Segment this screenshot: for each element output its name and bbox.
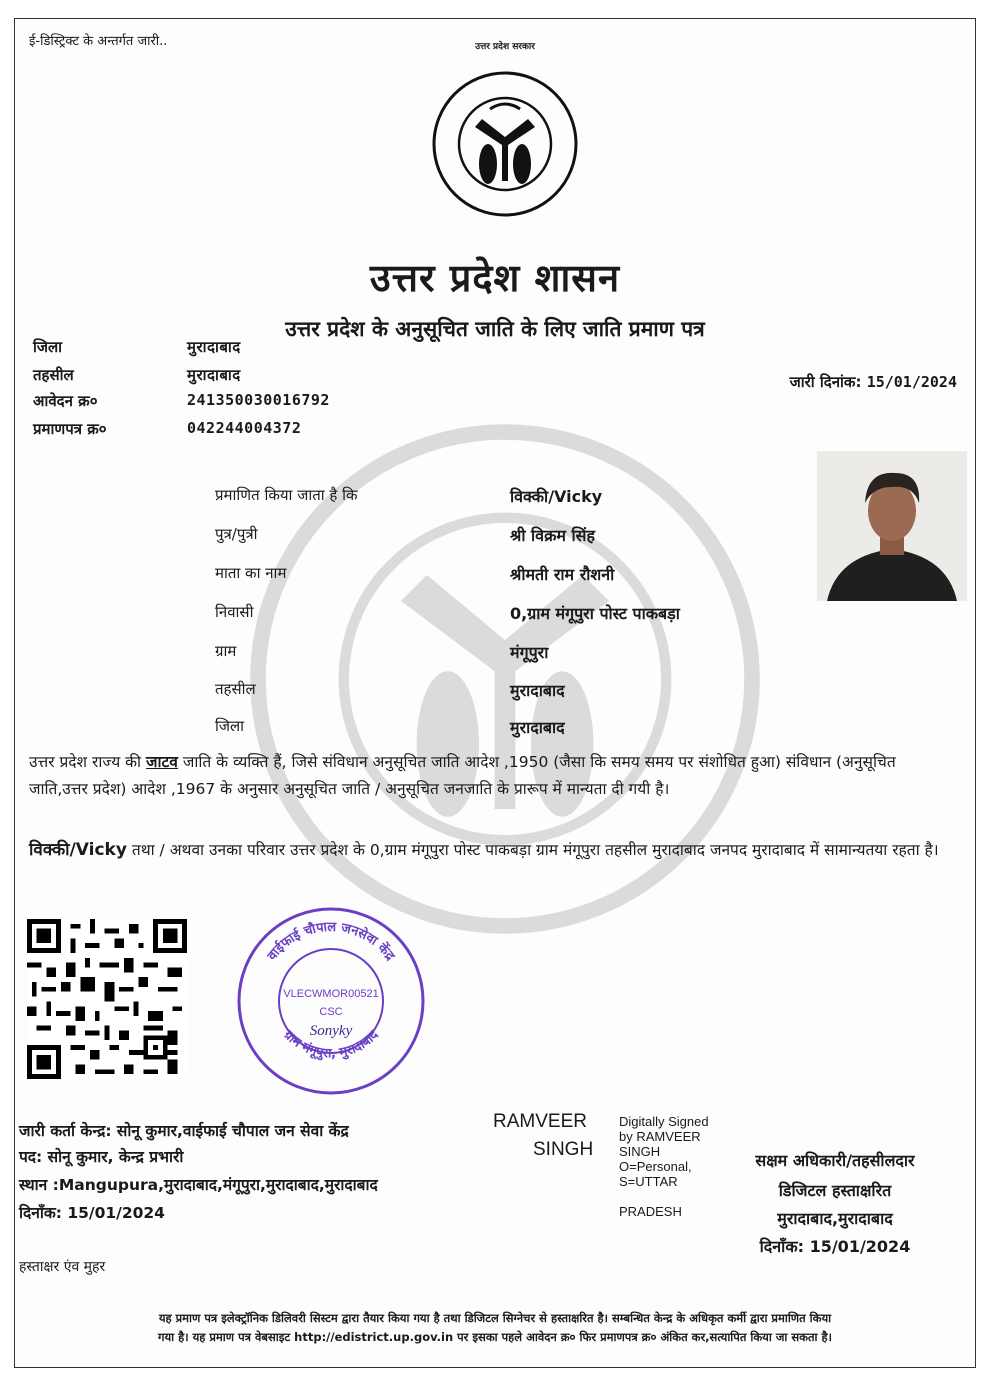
stamp-signature: Sonyky bbox=[309, 1023, 353, 1039]
footer-note bbox=[25, 1309, 965, 1347]
signer-name-line1: RAMVEER bbox=[493, 1111, 587, 1132]
certificate-number: 042244004372 bbox=[187, 419, 302, 437]
qr-code bbox=[27, 919, 187, 1079]
authority-location: मुरादाबाद,मुरादाबाद bbox=[777, 1209, 893, 1228]
sig-meta-3: SINGH bbox=[619, 1144, 661, 1159]
digital-signature-details bbox=[619, 1114, 709, 1219]
emblem-caption: उत्तर प्रदेश सरकार bbox=[475, 42, 535, 52]
up-government-emblem bbox=[430, 69, 580, 219]
residence-paragraph bbox=[29, 837, 959, 864]
issuer-date: दिनाँक: 15/01/2024 bbox=[19, 1204, 165, 1222]
field-label-district: जिला bbox=[215, 717, 245, 735]
para2-rest: तथा / अथवा उनका परिवार उत्तर प्रदेश के 0,ग्राम मंगूपुरा पोस्ट पाकबड़ा ग्राम मंगूपुरा तहसील मुरादाबाद जनपद मुरादाबाद में सामान्यतया रहता है। bbox=[126, 841, 939, 859]
stamp-bottom-text: ग्राम मंगूपुरा, मुरादाबाद bbox=[280, 1027, 382, 1062]
issue-date bbox=[790, 372, 957, 392]
stamp-outer-text: वाईफाई चौपाल जनसेवा केंद्र bbox=[264, 919, 398, 964]
para2-name: विक्की/Vicky bbox=[29, 840, 127, 860]
sig-meta-1: Digitally Signed bbox=[619, 1114, 709, 1129]
authority-title: सक्षम अधिकारी/तहसीलदार bbox=[755, 1151, 915, 1170]
sig-meta-6: PRADESH bbox=[619, 1204, 682, 1219]
authority-date: दिनाँक: 15/01/2024 bbox=[759, 1237, 911, 1256]
field-label-village: ग्राम bbox=[215, 642, 237, 660]
field-value-name: विक्की/Vicky bbox=[510, 487, 603, 506]
sig-meta-2: by RAMVEER bbox=[619, 1129, 701, 1144]
stamp-center: CSC bbox=[319, 1006, 343, 1018]
footer-line-1: यह प्रमाण पत्र इलेक्ट्रॉनिक डिलिवरी सिस्टम द्वारा तैयार किया गया है तथा डिजिटल सिग्नेचर से हस्ताक्षरित है। सम्बन्धित केन्द्र के अधिकृत कर्मी द्वारा प्रमाणित किया bbox=[158, 1311, 832, 1325]
field-value-village: मंगूपुरा bbox=[510, 643, 549, 662]
certificate-page bbox=[14, 18, 976, 1368]
district-label: जिला bbox=[33, 338, 63, 356]
stamp-id: VLECWMOR00521 bbox=[283, 988, 379, 1000]
field-label-certified: प्रमाणित किया जाता है कि bbox=[215, 486, 358, 504]
para1-prefix: उत्तर प्रदेश राज्य की bbox=[29, 753, 146, 771]
tehsil-value: मुरादाबाद bbox=[187, 366, 241, 384]
sig-meta-4: O=Personal, bbox=[619, 1159, 692, 1174]
field-value-tehsil: मुरादाबाद bbox=[510, 681, 565, 700]
field-label-tehsil: तहसील bbox=[215, 680, 256, 698]
applicant-photo bbox=[817, 451, 967, 601]
field-label-son-daughter: पुत्र/पुत्री bbox=[215, 525, 258, 543]
issuer-post: पद: सोनू कुमार, केन्द्र प्रभारी bbox=[19, 1148, 184, 1166]
application-number: 241350030016792 bbox=[187, 391, 330, 409]
field-value-district: मुरादाबाद bbox=[510, 718, 565, 737]
authority-digital: डिजिटल हस्ताक्षरित bbox=[778, 1181, 892, 1200]
signer-name-line2: SINGH bbox=[533, 1139, 594, 1160]
caste-paragraph bbox=[29, 749, 959, 803]
field-label-mother: माता का नाम bbox=[215, 564, 287, 582]
svg-text:वाईफाई चौपाल जनसेवा केंद्र bbox=[264, 920, 398, 964]
field-label-resident: निवासी bbox=[215, 603, 254, 621]
tehsil-label: तहसील bbox=[33, 366, 74, 384]
issuing-centre: जारी कर्ता केन्द्र: सोनू कुमार,वाईफाई चौपाल जन सेवा केंद्र bbox=[19, 1122, 349, 1140]
para1-rest: जाति के व्यक्ति हैं, जिसे संविधान अनुसूचित जाति आदेश ,1950 (जैसा कि समय समय पर संशोधित हुआ) संविधान (अनुसूचित जाति,उत्तर प्रदेश) आदेश ,1967 के अनुसार अनुसूचित जाति / अनुसूचित जनजाति के प्रारूप में मान्यता दी गयी है। bbox=[29, 753, 896, 798]
issue-date-label: जारी दिनांक: bbox=[789, 373, 862, 391]
field-value-resident: 0,ग्राम मंगूपुरा पोस्ट पाकबड़ा bbox=[510, 604, 680, 623]
issued-under-text: ई-डिस्ट्रिक्ट के अन्तर्गत जारी.. bbox=[29, 34, 168, 49]
sig-meta-5: S=UTTAR bbox=[619, 1174, 678, 1189]
district-value: मुरादाबाद bbox=[187, 338, 241, 356]
footer-line-2: गया है। यह प्रमाण पत्र वेबसाइट http://edistrict.up.gov.in पर इसका पहले आवेदन क्र० फिर प्रमाणपत्र क्र० अंकित कर,सत्यापित किया जा सकता है। bbox=[158, 1330, 832, 1344]
application-number-label: आवेदन क्र० bbox=[33, 392, 98, 410]
field-value-mother: श्रीमती राम रौशनी bbox=[510, 565, 615, 584]
sign-and-seal: हस्ताक्षर एंव मुहर bbox=[19, 1259, 106, 1275]
page-title: उत्तर प्रदेश शासन bbox=[369, 256, 621, 300]
certificate-number-label: प्रमाणपत्र क्र० bbox=[33, 420, 107, 438]
caste-name: जाटव bbox=[145, 753, 178, 771]
csc-stamp bbox=[231, 901, 431, 1101]
issuer-place: स्थान :Mangupura,मुरादाबाद,मंगूपुरा,मुरादाबाद,मुरादाबाद bbox=[19, 1176, 378, 1194]
issue-date-value: 15/01/2024 bbox=[866, 373, 957, 391]
field-value-father: श्री विक्रम सिंह bbox=[510, 526, 595, 545]
certificate-subtitle: उत्तर प्रदेश के अनुसूचित जाति के लिए जाति प्रमाण पत्र bbox=[285, 317, 705, 341]
